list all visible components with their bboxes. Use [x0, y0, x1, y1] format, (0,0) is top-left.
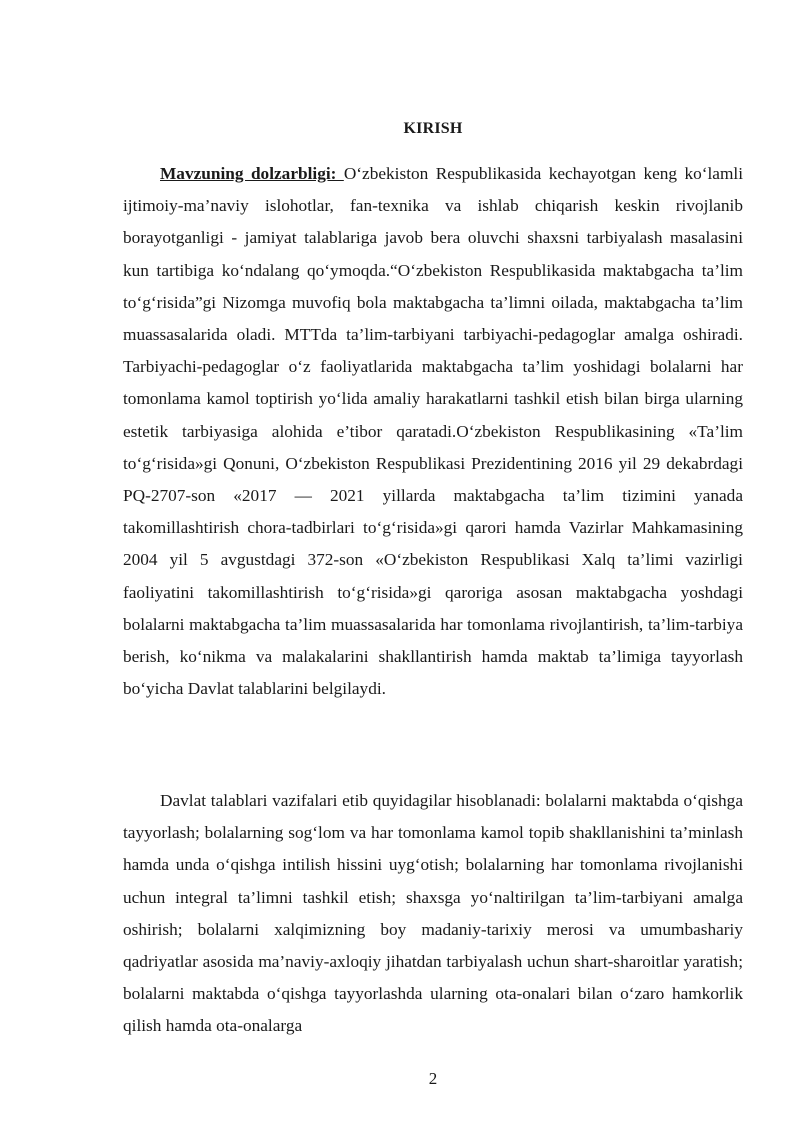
relevance-text: O‘zbekiston Respublikasida kechayotgan keng ko‘lamli ijtimoiy-ma’naviy islohotlar, fan-texnika va ishlab chiqarish keskin rivojlanib borayotganligi - jamiyat talablariga javob bera oluvchi shaxsni tarbiyalash masalasini kun tartibiga ko‘ndalang qo‘ymoqda.“O‘zbekiston Respublikasida maktabgacha ta’lim to‘g‘risida”gi Nizomga muvofiq bola maktabgacha ta’limni oilada, maktabgacha ta’lim muassasalarida oladi. MTTda ta’lim-tarbiyani tarbiyachi-pedagoglar amalga oshiradi. Tarbiyachi-pedagoglar o‘z faoliyatlarida maktabgacha ta’lim yoshidagi bolalarni har tomonlama kamol toptirish yo‘lida amaliy harakatlarni tashkil etish bilan birga ularning estetik tarbiyasiga alohida e’tibor qaratadi.O‘zbekiston Respublikasining «Ta’lim to‘g‘risida»gi Qonuni, O‘zbekiston Respublikasi Prezidentining 2016 yil 29 dekabrdagi PQ-2707-son «2017 — 2021 yillarda maktabgacha ta’lim tizimini yanada takomillashtirish chora-tadbirlari to‘g‘risida»gi qarori hamda Vazirlar Mahkamasining 2004 yil 5 avgustdagi 372-son «O‘zbekiston Respublikasi Xalq ta’limi vazirligi faoliyatini takomillashtirish to‘g‘risida»gi qaroriga asosan maktabgacha yoshdagi bolalarni maktabgacha ta’lim muassasalarida har tomonlama rivojlantirish, ta’lim-tarbiya berish, ko‘nikma va malakalarini shakllantirish hamda maktab ta’limiga tayyorlash bo‘yicha Davlat talablarini belgilaydi. — [123, 164, 743, 699]
paragraph-state-requirements: Davlat talablari vazifalari etib quyidagilar hisoblanadi: bolalarni maktabda o‘qishga tayyorlash; bolalarning sog‘lom va har tomonlama kamol topib shakllanishini ta’minlash hamda unda o‘qishga intilish hissini uyg‘otish; bolalarning har tomonlama rivojlanishi uchun integral ta’limni tashkil etish; shaxsga yo‘naltirilgan ta’lim-tarbiyani amalga oshirish; bolalarni xalqimizning boy madaniy-tarixiy merosi va umumbashariy qadriyatlar asosida ma’naviy-axloqiy jihatdan tarbiyalash uchun shart-sharoitlar yaratish; bolalarni maktabda o‘qishga tayyorlashda ularning ota-onalari bilan o‘zaro hamkorlik qilish hamda ota-onalarga — [123, 791, 743, 1036]
document-page — [123, 0, 743, 1131]
section-heading: KIRISH — [403, 120, 463, 137]
paragraph-relevance — [123, 158, 743, 705]
page-number: 2 — [428, 1069, 438, 1088]
relevance-label: Mavzuning dolzarbligi: — [160, 164, 344, 183]
